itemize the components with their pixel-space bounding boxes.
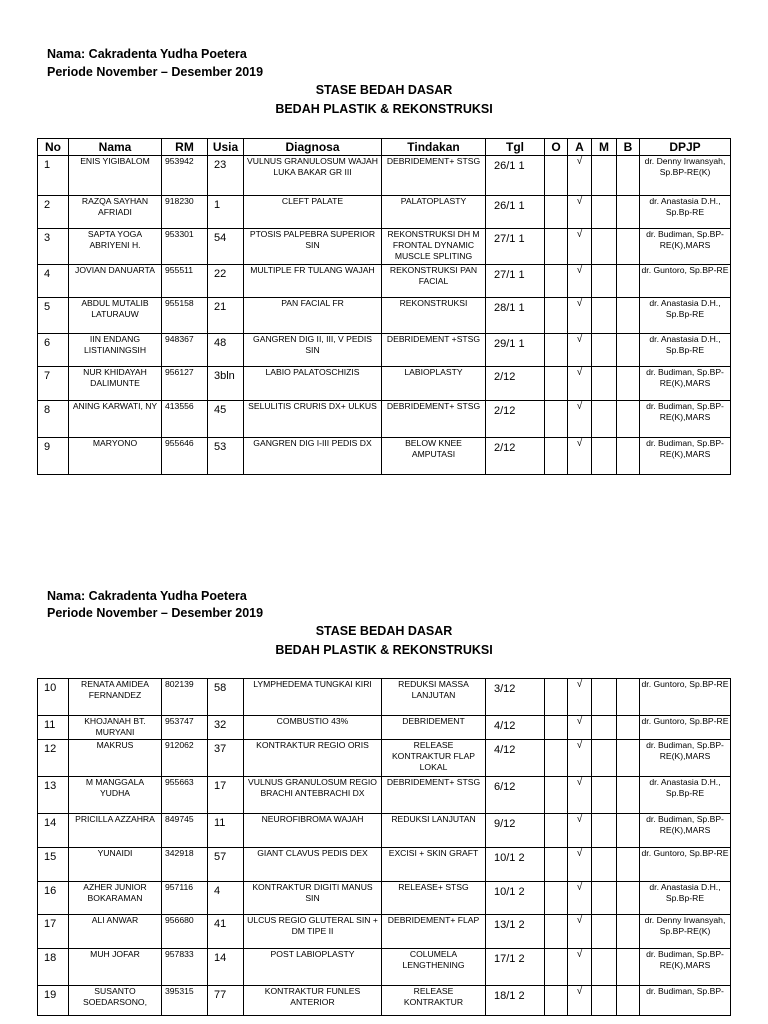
table-row: [38, 814, 731, 848]
medical-record-number: 395315: [162, 986, 208, 1016]
role-a-mark: √: [568, 848, 592, 882]
role-m-mark: [592, 740, 617, 777]
diagnosis: KONTRAKTUR FUNLES ANTERIOR: [244, 986, 382, 1016]
header-no: No: [38, 139, 69, 156]
procedure: DEBRIDEMENT+ FLAP: [382, 915, 486, 949]
stase-title: STASE BEDAH DASAR: [315, 83, 453, 97]
role-m-mark: [592, 156, 617, 196]
table-row: [38, 679, 731, 716]
role-a-mark: √: [568, 334, 592, 367]
header-tindakan: Tindakan: [382, 139, 486, 156]
patient-age: 22: [208, 265, 244, 298]
role-b-mark: [617, 679, 640, 716]
procedure: LABIOPLASTY: [382, 367, 486, 401]
row-number: 5: [38, 298, 69, 334]
role-m-mark: [592, 882, 617, 915]
table-row: [38, 777, 731, 814]
medical-record-number: 956127: [162, 367, 208, 401]
patient-name: ALI ANWAR: [69, 915, 162, 949]
table-row: [38, 949, 731, 986]
role-b-mark: [617, 265, 640, 298]
header-rm: RM: [162, 139, 208, 156]
table-row: [38, 156, 731, 196]
role-m-mark: [592, 814, 617, 848]
table-row: [38, 334, 731, 367]
row-number: 7: [38, 367, 69, 401]
role-a-mark: √: [568, 298, 592, 334]
patient-name: SAPTA YOGA ABRIYENI H.: [69, 229, 162, 265]
role-o-mark: [545, 986, 568, 1016]
role-m-mark: [592, 949, 617, 986]
role-a-mark: √: [568, 949, 592, 986]
procedure-date: 3/12: [486, 679, 545, 716]
role-o-mark: [545, 265, 568, 298]
table-row: [38, 196, 731, 229]
medical-record-number: 918230: [162, 196, 208, 229]
table-row: [38, 401, 731, 438]
role-b-mark: [617, 367, 640, 401]
patient-name: IIN ENDANG LISTIANINGSIH: [69, 334, 162, 367]
role-o-mark: [545, 196, 568, 229]
role-b-mark: [617, 949, 640, 986]
role-a-mark: √: [568, 882, 592, 915]
medical-record-number: 413556: [162, 401, 208, 438]
role-m-mark: [592, 367, 617, 401]
row-number: 8: [38, 401, 69, 438]
role-m-mark: [592, 716, 617, 740]
role-o-mark: [545, 915, 568, 949]
role-a-mark: √: [568, 740, 592, 777]
role-o-mark: [545, 777, 568, 814]
patient-age: 58: [208, 679, 244, 716]
patient-name: NUR KHIDAYAH DALIMUNTE: [69, 367, 162, 401]
diagnosis: CLEFT PALATE: [244, 196, 382, 229]
patient-name: PRICILLA AZZAHRA: [69, 814, 162, 848]
supervising-doctor: dr. Denny Irwansyah, Sp.BP-RE(K): [640, 156, 731, 196]
procedure: REKONSTRUKSI PAN FACIAL: [382, 265, 486, 298]
procedure-date: 2/12: [486, 438, 545, 475]
header-usia: Usia: [208, 139, 244, 156]
patient-age: 21: [208, 298, 244, 334]
medical-record-number: 955511: [162, 265, 208, 298]
table-row: [38, 915, 731, 949]
role-a-mark: √: [568, 679, 592, 716]
supervising-doctor: dr. Guntoro, Sp.BP-RE: [640, 679, 731, 716]
role-b-mark: [617, 814, 640, 848]
role-o-mark: [545, 679, 568, 716]
patient-age: 48: [208, 334, 244, 367]
procedure: COLUMELA LENGTHENING: [382, 949, 486, 986]
role-b-mark: [617, 777, 640, 814]
patient-age: 37: [208, 740, 244, 777]
patient-age: 54: [208, 229, 244, 265]
supervising-doctor: dr. Anastasia D.H., Sp.Bp-RE: [640, 334, 731, 367]
procedure: REKONSTRUKSI: [382, 298, 486, 334]
medical-record-number: 342918: [162, 848, 208, 882]
procedure: REKONSTRUKSI DH M FRONTAL DYNAMIC MUSCLE SPLITING: [382, 229, 486, 265]
header-a: A: [568, 139, 592, 156]
row-number: 11: [38, 716, 69, 740]
patient-age: 11: [208, 814, 244, 848]
medical-record-number: 957833: [162, 949, 208, 986]
role-b-mark: [617, 438, 640, 475]
medical-record-number: 802139: [162, 679, 208, 716]
procedure: RELEASE KONTRAKTUR: [382, 986, 486, 1016]
patient-name: KHOJANAH BT. MURYANI: [69, 716, 162, 740]
role-a-mark: √: [568, 367, 592, 401]
patient-name: MARYONO: [69, 438, 162, 475]
role-o-mark: [545, 229, 568, 265]
supervising-doctor: dr. Guntoro, Sp.BP-RE: [640, 848, 731, 882]
procedure-date: 6/12: [486, 777, 545, 814]
row-number: 14: [38, 814, 69, 848]
role-o-mark: [545, 814, 568, 848]
role-b-mark: [617, 229, 640, 265]
role-b-mark: [617, 986, 640, 1016]
role-m-mark: [592, 265, 617, 298]
case-log-table: [37, 138, 731, 475]
stase-title: STASE BEDAH DASAR: [315, 624, 453, 638]
procedure-date: 28/1 1: [486, 298, 545, 334]
patient-name: JOVIAN DANUARTA: [69, 265, 162, 298]
procedure-date: 27/1 1: [486, 229, 545, 265]
row-number: 17: [38, 915, 69, 949]
patient-name: YUNAIDI: [69, 848, 162, 882]
diagnosis: POST LABIOPLASTY: [244, 949, 382, 986]
table-row: [38, 229, 731, 265]
row-number: 16: [38, 882, 69, 915]
patient-age: 77: [208, 986, 244, 1016]
procedure: DEBRIDEMENT: [382, 716, 486, 740]
diagnosis: ULCUS REGIO GLUTERAL SIN + DM TIPE II: [244, 915, 382, 949]
table-header-row: [38, 139, 731, 156]
patient-age: 3bln: [208, 367, 244, 401]
role-b-mark: [617, 156, 640, 196]
procedure: PALATOPLASTY: [382, 196, 486, 229]
row-number: 6: [38, 334, 69, 367]
period-line: Periode November – Desember 2019: [47, 606, 264, 620]
medical-record-number: 953747: [162, 716, 208, 740]
procedure: REDUKSI LANJUTAN: [382, 814, 486, 848]
patient-age: 32: [208, 716, 244, 740]
supervising-doctor: dr. Anastasia D.H., Sp.Bp-RE: [640, 882, 731, 915]
patient-age: 14: [208, 949, 244, 986]
role-a-mark: √: [568, 915, 592, 949]
header-diagnosa: Diagnosa: [244, 139, 382, 156]
patient-age: 53: [208, 438, 244, 475]
procedure-date: 26/1 1: [486, 156, 545, 196]
role-m-mark: [592, 438, 617, 475]
supervising-doctor: dr. Budiman, Sp.BP-RE(K),MARS: [640, 740, 731, 777]
role-m-mark: [592, 196, 617, 229]
procedure-date: 2/12: [486, 401, 545, 438]
patient-name: M MANGGALA YUDHA: [69, 777, 162, 814]
table-row: [38, 298, 731, 334]
role-b-mark: [617, 196, 640, 229]
supervising-doctor: dr. Budiman, Sp.BP-: [640, 986, 731, 1016]
patient-name: MUH JOFAR: [69, 949, 162, 986]
role-a-mark: √: [568, 716, 592, 740]
student-name: Nama: Cakradenta Yudha Poetera: [47, 589, 247, 603]
role-a-mark: √: [568, 265, 592, 298]
role-o-mark: [545, 334, 568, 367]
diagnosis: PTOSIS PALPEBRA SUPERIOR SIN: [244, 229, 382, 265]
procedure-date: 10/1 2: [486, 882, 545, 915]
header-dpjp: DPJP: [640, 139, 731, 156]
supervising-doctor: dr. Budiman, Sp.BP-RE(K),MARS: [640, 438, 731, 475]
role-a-mark: √: [568, 438, 592, 475]
diagnosis: GANGREN DIG I-III PEDIS DX: [244, 438, 382, 475]
period-line: Periode November – Desember 2019: [47, 65, 264, 79]
supervising-doctor: dr. Budiman, Sp.BP-RE(K),MARS: [640, 949, 731, 986]
procedure-date: 29/1 1: [486, 334, 545, 367]
procedure: EXCISI + SKIN GRAFT: [382, 848, 486, 882]
role-o-mark: [545, 298, 568, 334]
department-title: BEDAH PLASTIK & REKONSTRUKSI: [275, 102, 493, 116]
table-row: [38, 848, 731, 882]
header-b: B: [617, 139, 640, 156]
supervising-doctor: dr. Budiman, Sp.BP-RE(K),MARS: [640, 367, 731, 401]
supervising-doctor: dr. Guntoro, Sp.BP-RE: [640, 716, 731, 740]
role-m-mark: [592, 401, 617, 438]
table-row: [38, 882, 731, 915]
role-b-mark: [617, 298, 640, 334]
supervising-doctor: dr. Budiman, Sp.BP-RE(K),MARS: [640, 814, 731, 848]
role-a-mark: √: [568, 229, 592, 265]
patient-age: 17: [208, 777, 244, 814]
role-o-mark: [545, 949, 568, 986]
row-number: 1: [38, 156, 69, 196]
medical-record-number: 953942: [162, 156, 208, 196]
row-number: 12: [38, 740, 69, 777]
procedure-date: 26/1 1: [486, 196, 545, 229]
role-o-mark: [545, 848, 568, 882]
table-row: [38, 367, 731, 401]
procedure-date: 17/1 2: [486, 949, 545, 986]
role-m-mark: [592, 777, 617, 814]
procedure: REDUKSI MASSA LANJUTAN: [382, 679, 486, 716]
medical-record-number: 912062: [162, 740, 208, 777]
table-row: [38, 716, 731, 740]
medical-record-number: 955663: [162, 777, 208, 814]
case-log-table: [37, 678, 731, 1016]
role-m-mark: [592, 986, 617, 1016]
procedure-date: 18/1 2: [486, 986, 545, 1016]
student-name: Nama: Cakradenta Yudha Poetera: [47, 47, 247, 61]
row-number: 2: [38, 196, 69, 229]
role-b-mark: [617, 915, 640, 949]
role-a-mark: √: [568, 777, 592, 814]
patient-name: ENIS YIGIBALOM: [69, 156, 162, 196]
diagnosis: VULNUS GRANULOSUM REGIO BRACHI ANTEBRACHI DX: [244, 777, 382, 814]
procedure-date: 4/12: [486, 716, 545, 740]
diagnosis: LYMPHEDEMA TUNGKAI KIRI: [244, 679, 382, 716]
diagnosis: KONTRAKTUR REGIO ORIS: [244, 740, 382, 777]
diagnosis: COMBUSTIO 43%: [244, 716, 382, 740]
role-a-mark: √: [568, 401, 592, 438]
procedure-date: 10/1 2: [486, 848, 545, 882]
patient-name: RENATA AMIDEA FERNANDEZ: [69, 679, 162, 716]
role-m-mark: [592, 848, 617, 882]
diagnosis: LABIO PALATOSCHIZIS: [244, 367, 382, 401]
patient-name: ANING KARWATI, NY: [69, 401, 162, 438]
diagnosis: PAN FACIAL FR: [244, 298, 382, 334]
procedure-date: 2/12: [486, 367, 545, 401]
role-b-mark: [617, 716, 640, 740]
supervising-doctor: dr. Anastasia D.H., Sp.Bp-RE: [640, 196, 731, 229]
supervising-doctor: dr. Budiman, Sp.BP-RE(K),MARS: [640, 401, 731, 438]
procedure: DEBRIDEMENT+ STSG: [382, 401, 486, 438]
procedure-date: 13/1 2: [486, 915, 545, 949]
patient-name: AZHER JUNIOR BOKARAMAN: [69, 882, 162, 915]
medical-record-number: 849745: [162, 814, 208, 848]
patient-name: RAZQA SAYHAN AFRIADI: [69, 196, 162, 229]
role-b-mark: [617, 740, 640, 777]
row-number: 3: [38, 229, 69, 265]
role-b-mark: [617, 334, 640, 367]
table-row: [38, 740, 731, 777]
table-row: [38, 986, 731, 1016]
procedure-date: 27/1 1: [486, 265, 545, 298]
row-number: 19: [38, 986, 69, 1016]
header-nama: Nama: [69, 139, 162, 156]
role-o-mark: [545, 882, 568, 915]
role-o-mark: [545, 156, 568, 196]
patient-age: 45: [208, 401, 244, 438]
medical-record-number: 956680: [162, 915, 208, 949]
role-m-mark: [592, 229, 617, 265]
diagnosis: MULTIPLE FR TULANG WAJAH: [244, 265, 382, 298]
role-a-mark: √: [568, 814, 592, 848]
role-b-mark: [617, 848, 640, 882]
role-m-mark: [592, 334, 617, 367]
patient-age: 1: [208, 196, 244, 229]
diagnosis: VULNUS GRANULOSUM WAJAH LUKA BAKAR GR III: [244, 156, 382, 196]
procedure-date: 9/12: [486, 814, 545, 848]
medical-record-number: 953301: [162, 229, 208, 265]
medical-record-number: 955646: [162, 438, 208, 475]
diagnosis: GANGREN DIG II, III, V PEDIS SIN: [244, 334, 382, 367]
procedure: DEBRIDEMENT+ STSG: [382, 777, 486, 814]
diagnosis: KONTRAKTUR DIGITI MANUS SIN: [244, 882, 382, 915]
role-o-mark: [545, 401, 568, 438]
role-o-mark: [545, 740, 568, 777]
row-number: 13: [38, 777, 69, 814]
role-o-mark: [545, 438, 568, 475]
supervising-doctor: dr. Guntoro, Sp.BP-RE: [640, 265, 731, 298]
role-o-mark: [545, 367, 568, 401]
role-m-mark: [592, 915, 617, 949]
diagnosis: NEUROFIBROMA WAJAH: [244, 814, 382, 848]
role-a-mark: √: [568, 156, 592, 196]
medical-record-number: 955158: [162, 298, 208, 334]
procedure: DEBRIDEMENT +STSG: [382, 334, 486, 367]
supervising-doctor: dr. Budiman, Sp.BP-RE(K),MARS: [640, 229, 731, 265]
patient-name: ABDUL MUTALIB LATURAUW: [69, 298, 162, 334]
row-number: 10: [38, 679, 69, 716]
role-b-mark: [617, 882, 640, 915]
procedure: RELEASE+ STSG: [382, 882, 486, 915]
medical-record-number: 957116: [162, 882, 208, 915]
role-o-mark: [545, 716, 568, 740]
row-number: 18: [38, 949, 69, 986]
patient-age: 57: [208, 848, 244, 882]
row-number: 9: [38, 438, 69, 475]
procedure-date: 4/12: [486, 740, 545, 777]
role-a-mark: √: [568, 986, 592, 1016]
patient-age: 23: [208, 156, 244, 196]
row-number: 4: [38, 265, 69, 298]
header-o: O: [545, 139, 568, 156]
role-m-mark: [592, 679, 617, 716]
supervising-doctor: dr. Anastasia D.H., Sp.Bp-RE: [640, 298, 731, 334]
header-tgl: Tgl: [486, 139, 545, 156]
supervising-doctor: dr. Denny Irwansyah, Sp.BP-RE(K): [640, 915, 731, 949]
row-number: 15: [38, 848, 69, 882]
department-title: BEDAH PLASTIK & REKONSTRUKSI: [275, 643, 493, 657]
patient-name: MAKRUS: [69, 740, 162, 777]
table-row: [38, 438, 731, 475]
role-a-mark: √: [568, 196, 592, 229]
procedure: DEBRIDEMENT+ STSG: [382, 156, 486, 196]
diagnosis: SELULITIS CRURIS DX+ ULKUS: [244, 401, 382, 438]
supervising-doctor: dr. Anastasia D.H., Sp.Bp-RE: [640, 777, 731, 814]
diagnosis: GIANT CLAVUS PEDIS DEX: [244, 848, 382, 882]
role-b-mark: [617, 401, 640, 438]
procedure: BELOW KNEE AMPUTASI: [382, 438, 486, 475]
table-row: [38, 265, 731, 298]
patient-age: 41: [208, 915, 244, 949]
medical-record-number: 948367: [162, 334, 208, 367]
procedure: RELEASE KONTRAKTUR FLAP LOKAL: [382, 740, 486, 777]
header-m: M: [592, 139, 617, 156]
patient-age: 4: [208, 882, 244, 915]
patient-name: SUSANTO SOEDARSONO,: [69, 986, 162, 1016]
role-m-mark: [592, 298, 617, 334]
